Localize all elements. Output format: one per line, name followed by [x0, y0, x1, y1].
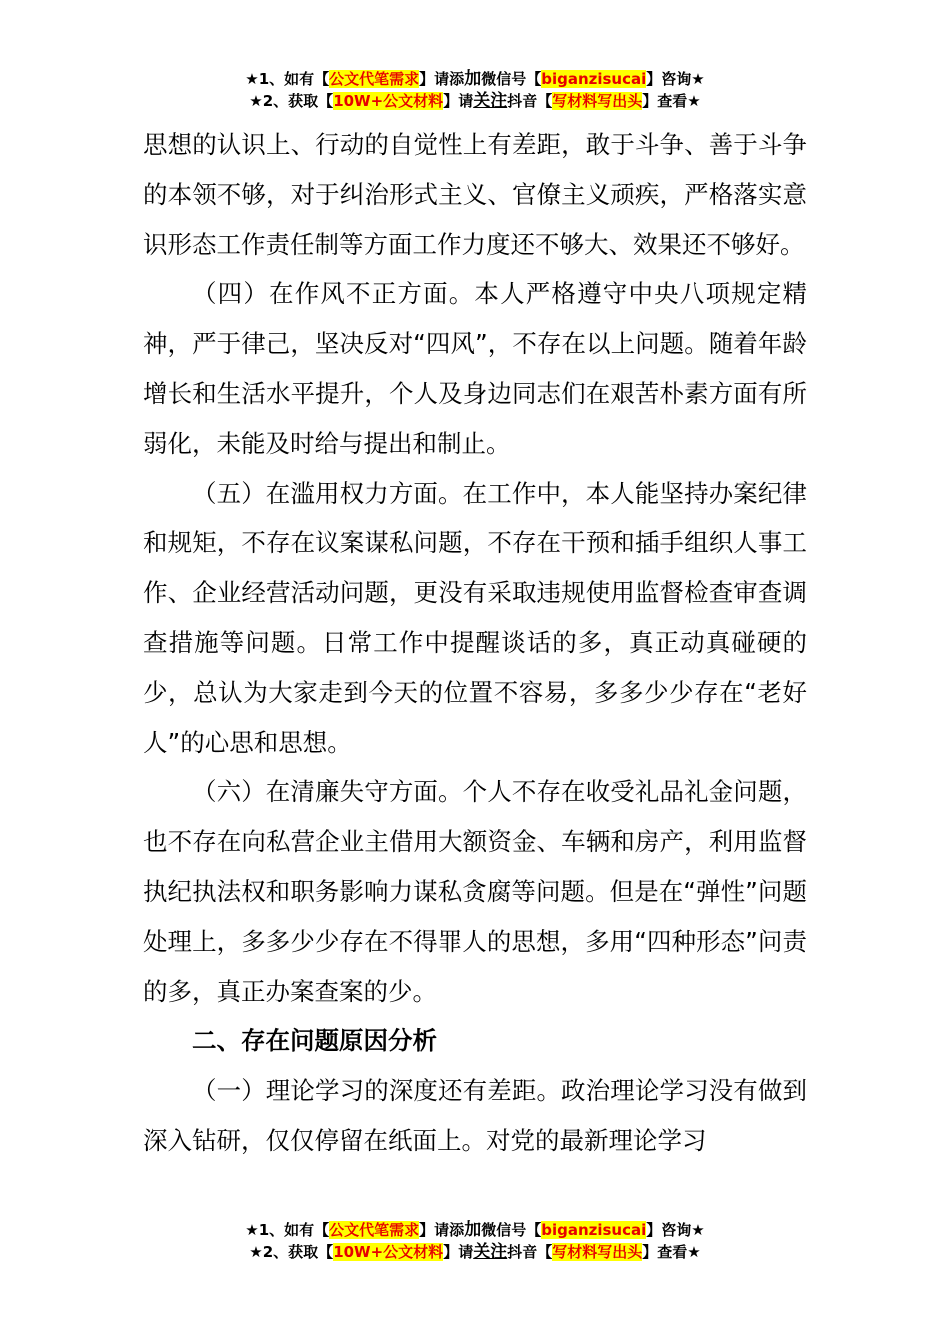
highlight-douyin-account: 写材料写出头 [552, 92, 643, 110]
document-body [143, 120, 807, 1166]
banner-line-2: ★2、获取【10W+公文材料】请关注抖音【写材料写出头】查看★ [249, 1242, 701, 1262]
highlight-materials: 10W+公文材料 [333, 92, 444, 110]
highlight-service: 公文代笔需求 [329, 70, 420, 88]
highlight-materials: 10W+公文材料 [333, 1243, 444, 1261]
highlight-wechat-id: biganzisucai [541, 1221, 647, 1239]
highlight-douyin-account: 写材料写出头 [552, 1243, 643, 1261]
footer-banner [0, 1219, 950, 1263]
banner-line-2: ★2、获取【10W+公文材料】请关注抖音【写材料写出头】查看★ [249, 91, 701, 111]
paragraph-section-6: （六）在清廉失守方面。个人不存在收受礼品礼金问题，也不存在向私营企业主借用大额资金、车辆和房产，利用监督执纪执法权和职务影响力谋私贪腐等问题。但是在“弹性”问题处理上，多多少少存在不得罪人的思想，多用“四种形态”问责的多，真正办案查案的少。 [143, 777, 807, 1006]
paragraph-cause-1: （一）理论学习的深度还有差距。政治理论学习没有做到深入钻研，仅仅停留在纸面上。对党的最新理论学习 [143, 1076, 807, 1155]
paragraph-section-5: （五）在滥用权力方面。在工作中，本人能坚持办案纪律和规矩，不存在议案谋私问题，不存在干预和插手组织人事工作、企业经营活动问题，更没有采取违规使用监督检查审查调查措施等问题。日常工作中提醒谈话的多，真正动真碰硬的少，总认为大家走到今天的位置不容易，多多少少存在“老好人”的心思和思想。 [143, 478, 807, 757]
header-banner [0, 68, 950, 112]
paragraph-continuation: 思想的认识上、行动的自觉性上有差距，敢于斗争、善于斗争的本领不够，对于纠治形式主义、官僚主义顽疾，严格落实意识形态工作责任制等方面工作力度还不够大、效果还不够好。 [143, 130, 807, 259]
section-heading: 二、存在问题原因分析 [192, 1026, 437, 1056]
highlight-wechat-id: biganzisucai [541, 70, 647, 88]
banner-line-1: ★1、如有【公文代笔需求】请添加微信号【biganzisucai】咨询★ [245, 1220, 705, 1240]
highlight-service: 公文代笔需求 [329, 1221, 420, 1239]
banner-line-1: ★1、如有【公文代笔需求】请添加微信号【biganzisucai】咨询★ [245, 69, 705, 89]
paragraph-section-4: （四）在作风不正方面。本人严格遵守中央八项规定精神，严于律己，坚决反对“四风”，不存在以上问题。随着年龄增长和生活水平提升，个人及身边同志们在艰苦朴素方面有所弱化，未能及时给与提出和制止。 [143, 279, 807, 458]
